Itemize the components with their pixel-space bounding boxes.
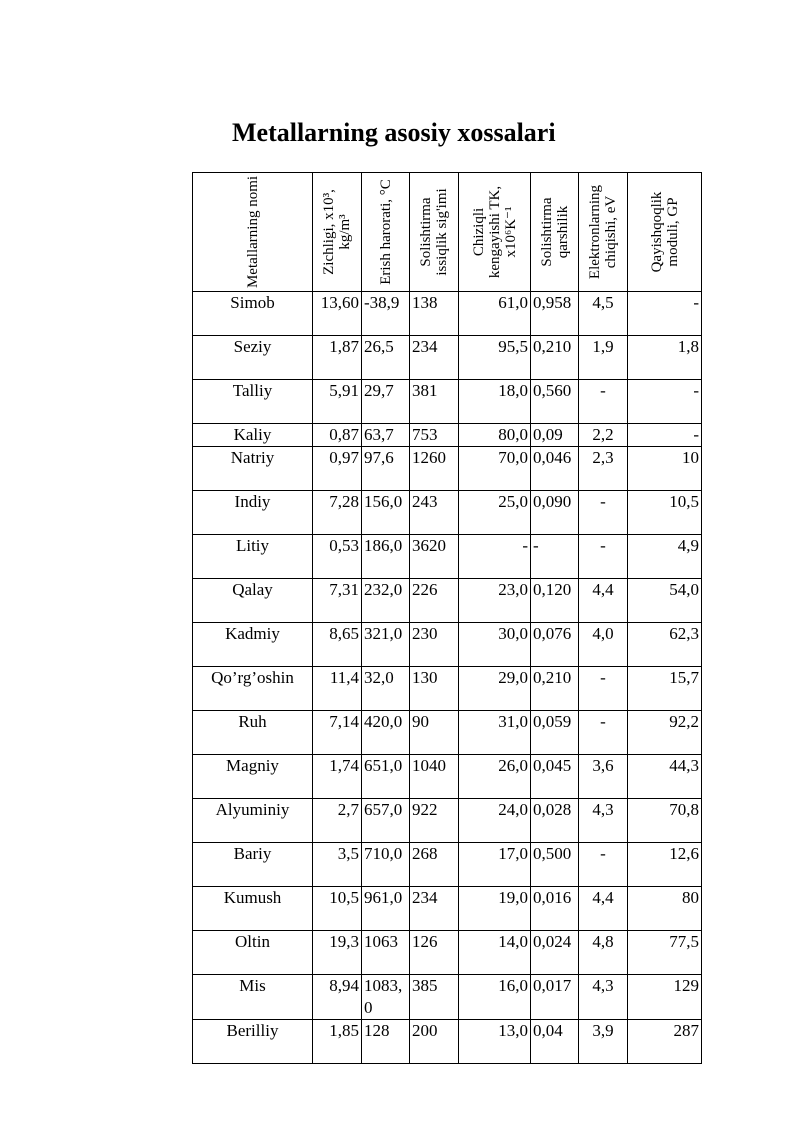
table-row — [193, 491, 702, 535]
table-cell: - — [579, 491, 628, 535]
table-cell: 2,2 — [579, 424, 628, 447]
table-cell: 156,0 — [362, 491, 410, 535]
table-cell: 138 — [410, 292, 459, 336]
table-cell: - — [579, 711, 628, 755]
table-cell: 17,0 — [459, 843, 531, 887]
table-cell: 26,5 — [362, 336, 410, 380]
table-cell: 651,0 — [362, 755, 410, 799]
table-cell: 3,9 — [579, 1020, 628, 1064]
table-cell: 3620 — [410, 535, 459, 579]
table-cell: - — [628, 424, 702, 447]
table-cell: 1040 — [410, 755, 459, 799]
metal-name-cell: Simob — [193, 292, 313, 336]
table-row — [193, 292, 702, 336]
page-title: Metallarning asosiy xossalari — [232, 118, 556, 147]
table-cell: -38,9 — [362, 292, 410, 336]
metal-name-cell: Seziy — [193, 336, 313, 380]
table-cell: 0,500 — [531, 843, 579, 887]
table-cell: 4,9 — [628, 535, 702, 579]
header-cell: Solishtirma issiqlik sig'imi — [410, 173, 459, 292]
table-cell: 1,8 — [628, 336, 702, 380]
table-cell: - — [628, 292, 702, 336]
table-cell: 961,0 — [362, 887, 410, 931]
table-cell: 1,87 — [313, 336, 362, 380]
metal-name-cell: Talliy — [193, 380, 313, 424]
table-cell: 126 — [410, 931, 459, 975]
table-row — [193, 755, 702, 799]
table-row — [193, 711, 702, 755]
table-cell: 26,0 — [459, 755, 531, 799]
table-cell: 0,09 — [531, 424, 579, 447]
table-cell: 7,28 — [313, 491, 362, 535]
table-cell: 5,91 — [313, 380, 362, 424]
table-cell: 4,0 — [579, 623, 628, 667]
header-cell: Zichligi, x10³, kg/m³ — [313, 173, 362, 292]
table-header-row — [193, 173, 702, 292]
table-cell: 8,94 — [313, 975, 362, 1020]
table-cell: 14,0 — [459, 931, 531, 975]
table-cell: 70,8 — [628, 799, 702, 843]
table-cell: 226 — [410, 579, 459, 623]
table-cell: - — [579, 667, 628, 711]
metal-name-cell: Berilliy — [193, 1020, 313, 1064]
table-cell: 10,5 — [313, 887, 362, 931]
table-row — [193, 667, 702, 711]
table-cell: 234 — [410, 887, 459, 931]
table-cell: 10 — [628, 447, 702, 491]
table-cell: 29,7 — [362, 380, 410, 424]
table-cell: 31,0 — [459, 711, 531, 755]
table-cell: 268 — [410, 843, 459, 887]
table-cell: 10,5 — [628, 491, 702, 535]
table-cell: 230 — [410, 623, 459, 667]
table-cell: 922 — [410, 799, 459, 843]
table-row — [193, 931, 702, 975]
metal-name-cell: Ruh — [193, 711, 313, 755]
table-cell: 3,5 — [313, 843, 362, 887]
table-cell: 243 — [410, 491, 459, 535]
table-row — [193, 424, 702, 447]
table-cell: 321,0 — [362, 623, 410, 667]
table-cell: 385 — [410, 975, 459, 1020]
metal-name-cell: Kumush — [193, 887, 313, 931]
table-cell: 1260 — [410, 447, 459, 491]
table-cell: 128 — [362, 1020, 410, 1064]
table-cell: 657,0 — [362, 799, 410, 843]
table-cell: 18,0 — [459, 380, 531, 424]
table-row — [193, 579, 702, 623]
metal-name-cell: Kaliy — [193, 424, 313, 447]
table-cell: 3,6 — [579, 755, 628, 799]
table-cell: 0,076 — [531, 623, 579, 667]
table-cell: 12,6 — [628, 843, 702, 887]
metal-name-cell: Qo’rg’oshin — [193, 667, 313, 711]
table-cell: 4,3 — [579, 799, 628, 843]
table-cell: 1083,0 — [362, 975, 410, 1020]
table-cell: 200 — [410, 1020, 459, 1064]
table-cell: 1,9 — [579, 336, 628, 380]
table-cell: 97,6 — [362, 447, 410, 491]
table-row — [193, 535, 702, 579]
table-cell: 420,0 — [362, 711, 410, 755]
table-cell: 130 — [410, 667, 459, 711]
table-cell: 4,3 — [579, 975, 628, 1020]
table-cell: 129 — [628, 975, 702, 1020]
table-cell: 13,0 — [459, 1020, 531, 1064]
table-cell: 80 — [628, 887, 702, 931]
table-cell: 19,0 — [459, 887, 531, 931]
table-cell: - — [628, 380, 702, 424]
metal-name-cell: Indiy — [193, 491, 313, 535]
table-cell: 77,5 — [628, 931, 702, 975]
table-cell: 13,60 — [313, 292, 362, 336]
table-cell: 0,97 — [313, 447, 362, 491]
table-cell: 54,0 — [628, 579, 702, 623]
table-cell: 0,016 — [531, 887, 579, 931]
table-row — [193, 623, 702, 667]
table-cell: 80,0 — [459, 424, 531, 447]
table-cell: 61,0 — [459, 292, 531, 336]
table-cell: 0,04 — [531, 1020, 579, 1064]
table-cell: 1,74 — [313, 755, 362, 799]
table-cell: - — [579, 535, 628, 579]
table-cell: 7,31 — [313, 579, 362, 623]
table-cell: - — [459, 535, 531, 579]
table-cell: 70,0 — [459, 447, 531, 491]
metal-name-cell: Magniy — [193, 755, 313, 799]
table-cell: 2,7 — [313, 799, 362, 843]
table-cell: 90 — [410, 711, 459, 755]
metal-name-cell: Natriy — [193, 447, 313, 491]
table-row — [193, 447, 702, 491]
table-cell: 24,0 — [459, 799, 531, 843]
table-cell: - — [579, 380, 628, 424]
header-cell: Elektronlarning chiqishi, eV — [579, 173, 628, 292]
table-cell: 381 — [410, 380, 459, 424]
header-cell: Chiziqli kengayishi TK, x10⁶K⁻¹ — [459, 173, 531, 292]
table-cell: 1,85 — [313, 1020, 362, 1064]
header-cell: Solishtirma qarshilik — [531, 173, 579, 292]
table-cell: 44,3 — [628, 755, 702, 799]
table-row — [193, 336, 702, 380]
table-cell: - — [579, 843, 628, 887]
metal-name-cell: Bariy — [193, 843, 313, 887]
table-cell: 0,045 — [531, 755, 579, 799]
table-cell: 95,5 — [459, 336, 531, 380]
table-cell: 0,046 — [531, 447, 579, 491]
metal-name-cell: Oltin — [193, 931, 313, 975]
table-cell: 0,210 — [531, 667, 579, 711]
table-cell: 287 — [628, 1020, 702, 1064]
table-cell: 186,0 — [362, 535, 410, 579]
table-cell: 63,7 — [362, 424, 410, 447]
table-cell: 23,0 — [459, 579, 531, 623]
table-cell: 0,560 — [531, 380, 579, 424]
table-cell: 4,5 — [579, 292, 628, 336]
table-cell: 232,0 — [362, 579, 410, 623]
table-cell: 8,65 — [313, 623, 362, 667]
table-cell: 16,0 — [459, 975, 531, 1020]
table-row — [193, 380, 702, 424]
table-row — [193, 799, 702, 843]
table-cell: 62,3 — [628, 623, 702, 667]
table-cell: 25,0 — [459, 491, 531, 535]
header-cell: Erish harorati, °C — [362, 173, 410, 292]
table-cell: 4,8 — [579, 931, 628, 975]
table-cell: 0,017 — [531, 975, 579, 1020]
table-cell: 0,059 — [531, 711, 579, 755]
header-cell: Qayishqoqlik moduli, GP — [628, 173, 702, 292]
table-cell: 0,090 — [531, 491, 579, 535]
table-cell: 234 — [410, 336, 459, 380]
table-cell: - — [531, 535, 579, 579]
table-row — [193, 975, 702, 1020]
table-cell: 753 — [410, 424, 459, 447]
table-row — [193, 843, 702, 887]
table-cell: 0,024 — [531, 931, 579, 975]
table-cell: 710,0 — [362, 843, 410, 887]
metal-name-cell: Litiy — [193, 535, 313, 579]
metal-name-cell: Kadmiy — [193, 623, 313, 667]
metal-name-cell: Mis — [193, 975, 313, 1020]
table-cell: 15,7 — [628, 667, 702, 711]
metals-properties-table — [192, 172, 702, 1064]
table-row — [193, 887, 702, 931]
table-cell: 4,4 — [579, 887, 628, 931]
table-cell: 11,4 — [313, 667, 362, 711]
table-cell: 7,14 — [313, 711, 362, 755]
metal-name-cell: Qalay — [193, 579, 313, 623]
table-cell: 2,3 — [579, 447, 628, 491]
table-cell: 0,028 — [531, 799, 579, 843]
table-cell: 0,53 — [313, 535, 362, 579]
metal-name-cell: Alyuminiy — [193, 799, 313, 843]
table-row — [193, 1020, 702, 1064]
table-cell: 4,4 — [579, 579, 628, 623]
table-cell: 19,3 — [313, 931, 362, 975]
table-cell: 0,87 — [313, 424, 362, 447]
table-cell: 0,120 — [531, 579, 579, 623]
table-cell: 32,0 — [362, 667, 410, 711]
header-cell: Metallarning nomi — [193, 173, 313, 292]
table-cell: 30,0 — [459, 623, 531, 667]
table-cell: 0,210 — [531, 336, 579, 380]
table-cell: 0,958 — [531, 292, 579, 336]
table-cell: 92,2 — [628, 711, 702, 755]
table-cell: 29,0 — [459, 667, 531, 711]
table-cell: 1063 — [362, 931, 410, 975]
